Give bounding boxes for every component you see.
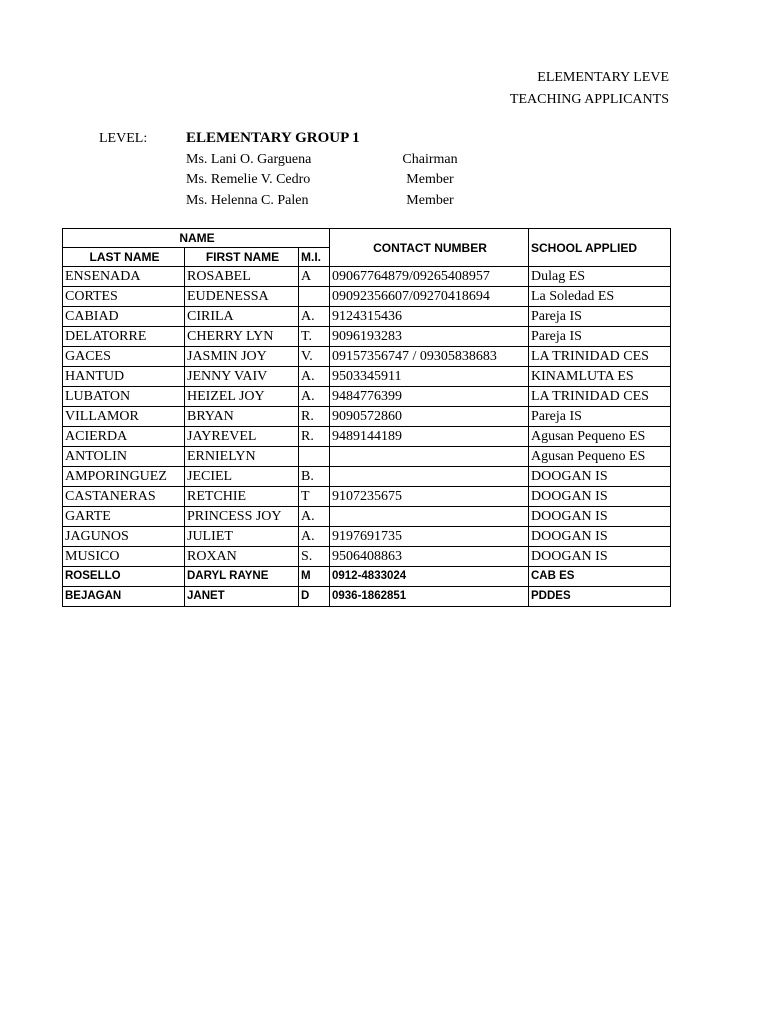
table-row (63, 527, 671, 547)
last-name-cell: ACIERDA (63, 427, 185, 447)
contact-number-cell: 9503345911 (330, 367, 529, 387)
middle-initial-cell: A (299, 267, 330, 287)
first-name-cell: JECIEL (185, 467, 299, 487)
first-name-cell: EUDENESSA (185, 287, 299, 307)
contact-number-cell: 9489144189 (330, 427, 529, 447)
first-name-cell: PRINCESS JOY (185, 507, 299, 527)
first-name-cell: ROXAN (185, 547, 299, 567)
last-name-cell: BEJAGAN (63, 587, 185, 607)
middle-initial-cell: A. (299, 507, 330, 527)
first-name-cell: BRYAN (185, 407, 299, 427)
first-name-cell: ROSABEL (185, 267, 299, 287)
middle-initial-cell: T (299, 487, 330, 507)
first-name-cell: CIRILA (185, 307, 299, 327)
first-name-cell: JAYREVEL (185, 427, 299, 447)
table-row (63, 447, 671, 467)
table-row (63, 487, 671, 507)
school-applied-cell: PDDES (529, 587, 671, 607)
document-title-line2: TEACHING APPLICANTS (509, 92, 669, 107)
contact-number-cell: 09092356607/09270418694 (330, 287, 529, 307)
panel-member-name: Ms. Helenna C. Palen (186, 193, 309, 208)
school-applied-cell: Agusan Pequeno ES (529, 427, 671, 447)
school-applied-cell: KINAMLUTA ES (529, 367, 671, 387)
school-applied-cell: Agusan Pequeno ES (529, 447, 671, 467)
school-applied-cell: DOOGAN IS (529, 507, 671, 527)
school-applied-cell: LA TRINIDAD CES (529, 347, 671, 367)
first-name-cell: ERNIELYN (185, 447, 299, 467)
header-last-name: LAST NAME (63, 248, 185, 267)
contact-number-cell: 9197691735 (330, 527, 529, 547)
document-title-line1: ELEMENTARY LEVE (537, 70, 669, 85)
level-label: LEVEL: (99, 131, 148, 146)
first-name-cell: JULIET (185, 527, 299, 547)
last-name-cell: GARTE (63, 507, 185, 527)
level-value: ELEMENTARY GROUP 1 (186, 130, 360, 146)
school-applied-cell: DOOGAN IS (529, 467, 671, 487)
table-row (63, 287, 671, 307)
last-name-cell: ANTOLIN (63, 447, 185, 467)
panel-member-role: Chairman (402, 152, 458, 167)
header-first-name: FIRST NAME (185, 248, 299, 267)
first-name-cell: JASMIN JOY (185, 347, 299, 367)
first-name-cell: JENNY VAIV (185, 367, 299, 387)
table-row (63, 467, 671, 487)
header-middle-initial: M.I. (299, 248, 330, 267)
middle-initial-cell: R. (299, 427, 330, 447)
contact-number-cell: 09157356747 / 09305838683 (330, 347, 529, 367)
middle-initial-cell: A. (299, 367, 330, 387)
table-row (63, 307, 671, 327)
panel-member-name: Ms. Lani O. Garguena (186, 152, 312, 167)
table-row (63, 507, 671, 527)
header-school-applied: SCHOOL APPLIED (529, 229, 671, 267)
middle-initial-cell: V. (299, 347, 330, 367)
contact-number-cell: 9484776399 (330, 387, 529, 407)
header-contact-number: CONTACT NUMBER (330, 229, 529, 267)
last-name-cell: ENSENADA (63, 267, 185, 287)
middle-initial-cell: A. (299, 527, 330, 547)
last-name-cell: AMPORINGUEZ (63, 467, 185, 487)
table-row (63, 327, 671, 347)
middle-initial-cell: B. (299, 467, 330, 487)
contact-number-cell (330, 507, 529, 527)
school-applied-cell: Pareja IS (529, 307, 671, 327)
first-name-cell: JANET (185, 587, 299, 607)
middle-initial-cell: D (299, 587, 330, 607)
school-applied-cell: Pareja IS (529, 327, 671, 347)
table-row (63, 547, 671, 567)
last-name-cell: DELATORRE (63, 327, 185, 347)
contact-number-cell: 9506408863 (330, 547, 529, 567)
first-name-cell: CHERRY LYN (185, 327, 299, 347)
middle-initial-cell: A. (299, 387, 330, 407)
last-name-cell: CASTANERAS (63, 487, 185, 507)
school-applied-cell: DOOGAN IS (529, 487, 671, 507)
last-name-cell: VILLAMOR (63, 407, 185, 427)
middle-initial-cell: S. (299, 547, 330, 567)
middle-initial-cell (299, 447, 330, 467)
school-applied-cell: DOOGAN IS (529, 527, 671, 547)
contact-number-cell: 9124315436 (330, 307, 529, 327)
middle-initial-cell: A. (299, 307, 330, 327)
table-body (63, 267, 671, 607)
contact-number-cell: 09067764879/09265408957 (330, 267, 529, 287)
table-row (63, 407, 671, 427)
school-applied-cell: Dulag ES (529, 267, 671, 287)
contact-number-cell: 9107235675 (330, 487, 529, 507)
first-name-cell: HEIZEL JOY (185, 387, 299, 407)
school-applied-cell: CAB ES (529, 567, 671, 587)
table-row (63, 567, 671, 587)
middle-initial-cell: M (299, 567, 330, 587)
panel-member-role: Member (406, 193, 454, 208)
contact-number-cell: 9096193283 (330, 327, 529, 347)
contact-number-cell (330, 467, 529, 487)
school-applied-cell: DOOGAN IS (529, 547, 671, 567)
last-name-cell: JAGUNOS (63, 527, 185, 547)
table-row (63, 587, 671, 607)
contact-number-cell: 0936-1862851 (330, 587, 529, 607)
last-name-cell: LUBATON (63, 387, 185, 407)
last-name-cell: GACES (63, 347, 185, 367)
panel-member-role: Member (406, 172, 454, 187)
school-applied-cell: La Soledad ES (529, 287, 671, 307)
last-name-cell: ROSELLO (63, 567, 185, 587)
table-row (63, 267, 671, 287)
contact-number-cell: 0912-4833024 (330, 567, 529, 587)
first-name-cell: RETCHIE (185, 487, 299, 507)
middle-initial-cell (299, 287, 330, 307)
contact-number-cell: 9090572860 (330, 407, 529, 427)
first-name-cell: DARYL RAYNE (185, 567, 299, 587)
middle-initial-cell: T. (299, 327, 330, 347)
middle-initial-cell: R. (299, 407, 330, 427)
table-row (63, 387, 671, 407)
table-row (63, 347, 671, 367)
last-name-cell: MUSICO (63, 547, 185, 567)
contact-number-cell (330, 447, 529, 467)
header-name: NAME (63, 229, 330, 248)
table-row (63, 427, 671, 447)
table-row (63, 367, 671, 387)
last-name-cell: CABIAD (63, 307, 185, 327)
last-name-cell: CORTES (63, 287, 185, 307)
panel-member-name: Ms. Remelie V. Cedro (186, 172, 311, 187)
applicants-table (62, 228, 671, 607)
school-applied-cell: Pareja IS (529, 407, 671, 427)
school-applied-cell: LA TRINIDAD CES (529, 387, 671, 407)
last-name-cell: HANTUD (63, 367, 185, 387)
